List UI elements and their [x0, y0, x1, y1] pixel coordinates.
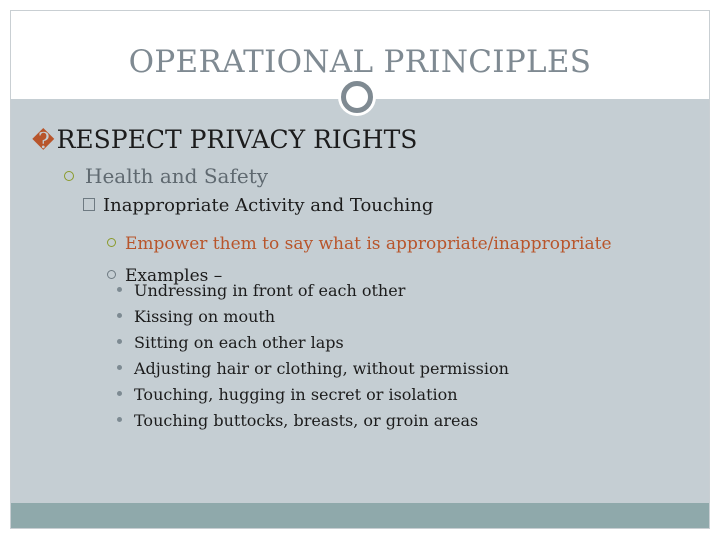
dot-icon [117, 391, 122, 396]
slide [10, 10, 710, 529]
footer-bar [11, 503, 709, 528]
example-text: Adjusting hair or clothing, without permission [134, 359, 509, 378]
example-text: Touching buttocks, breasts, or groin areas [134, 411, 479, 430]
level4-text: Empower them to say what is appropriate/inappropriate [125, 234, 612, 254]
dot-icon [117, 339, 122, 344]
list-item [117, 333, 344, 352]
example-text: Touching, hugging in secret or isolation [134, 385, 458, 404]
unknown-glyph-icon: � [32, 129, 55, 154]
level3-item [83, 195, 433, 216]
level2-item [64, 164, 268, 188]
level4-text: Examples – [125, 266, 223, 286]
list-item [117, 385, 458, 404]
slide-title: OPERATIONAL PRINCIPLES [128, 44, 592, 80]
dot-icon [117, 313, 122, 318]
hollow-circle-icon [64, 171, 74, 181]
list-item [117, 411, 478, 430]
level3-text: Inappropriate Activity and Touching [103, 195, 434, 216]
box-glyph-icon [83, 198, 95, 211]
list-item [117, 307, 275, 326]
level4-item [107, 234, 612, 254]
list-item [117, 281, 405, 300]
content-area [11, 99, 709, 503]
heading-line [32, 125, 417, 154]
heading-text: RESPECT PRIVACY RIGHTS [56, 125, 418, 154]
hollow-circle-icon [107, 270, 116, 279]
dot-icon [117, 287, 122, 292]
dot-icon [117, 417, 122, 422]
dot-icon [117, 365, 122, 370]
example-text: Undressing in front of each other [134, 281, 406, 300]
level2-text: Health and Safety [85, 164, 269, 188]
example-text: Sitting on each other laps [134, 333, 344, 352]
circle-ring-icon [341, 81, 373, 113]
list-item [117, 359, 509, 378]
example-text: Kissing on mouth [134, 307, 276, 326]
hollow-circle-icon [107, 238, 116, 247]
